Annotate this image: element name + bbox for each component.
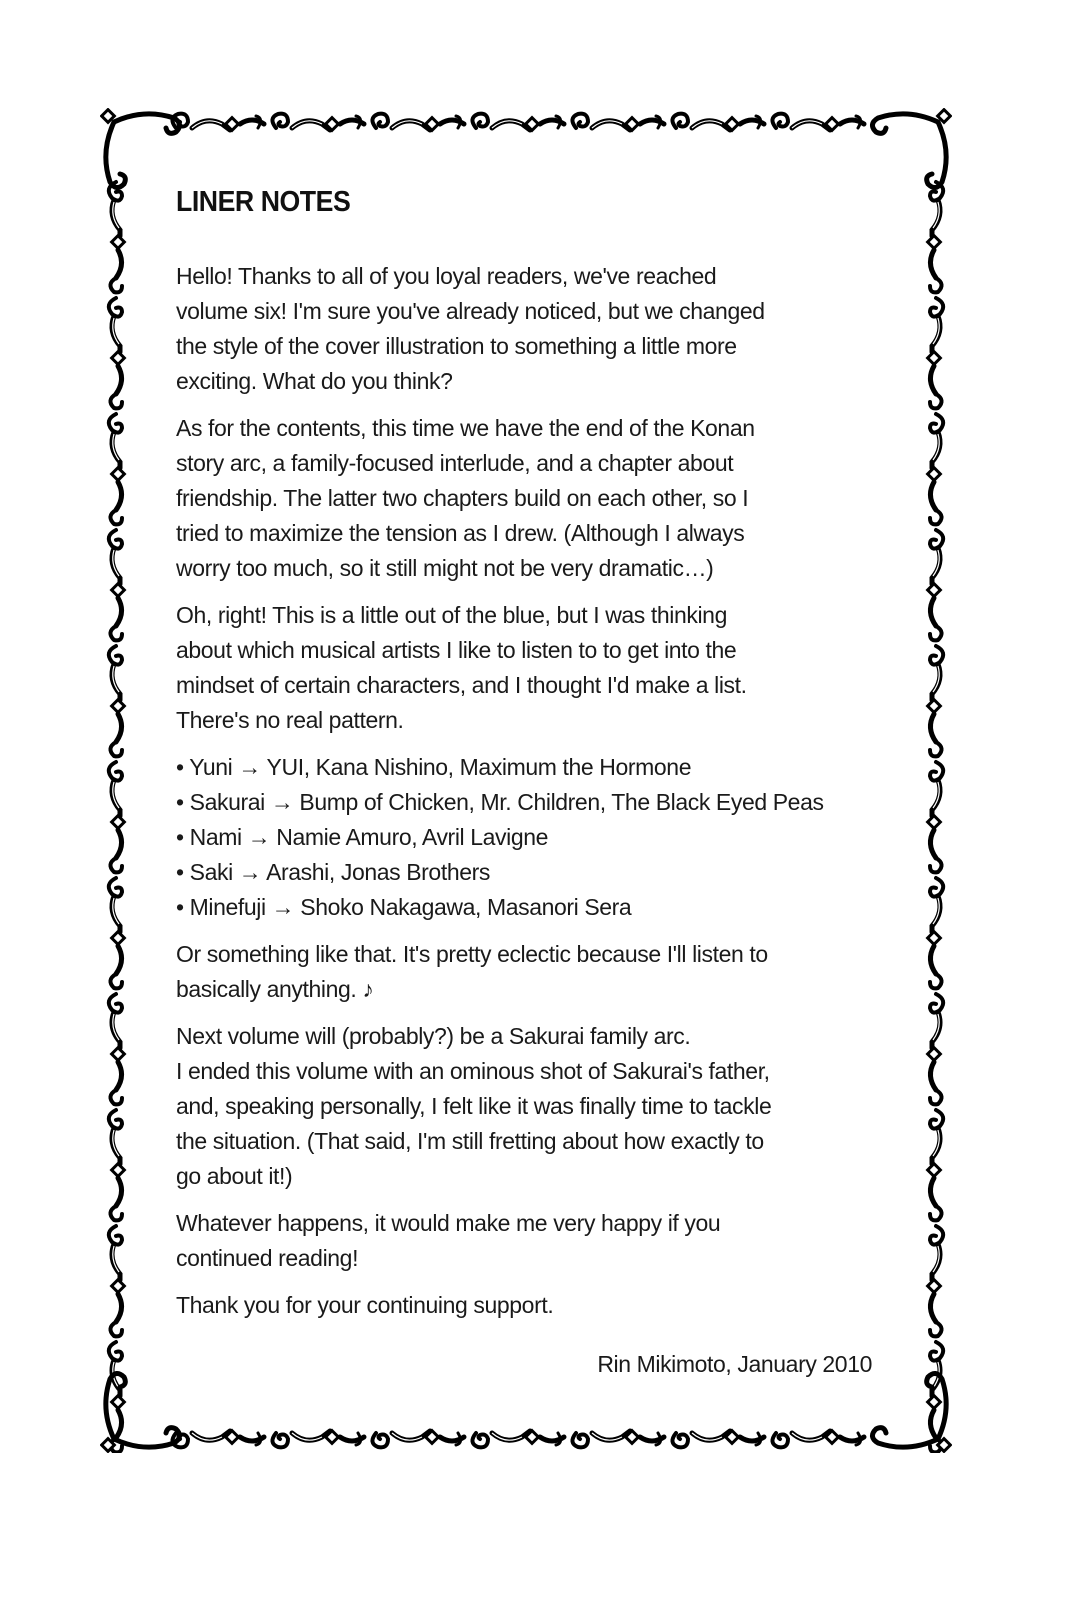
- text-line: I ended this volume with an ominous shot of Sakurai's father,: [176, 1058, 770, 1084]
- border-top: [172, 114, 864, 133]
- intro-paragraph: [176, 259, 876, 399]
- text-line: the situation. (That said, I'm still fretting about how exactly to: [176, 1128, 764, 1154]
- scroll-ornament-icon: [372, 1429, 464, 1448]
- scroll-ornament-icon: [109, 878, 127, 988]
- scroll-ornament-icon: [926, 530, 944, 640]
- text-line: Next volume will (probably?) be a Sakurai family arc.: [176, 1023, 691, 1049]
- text-line: story arc, a family-focused interlude, and a chapter about: [176, 450, 734, 476]
- border-left: [109, 182, 127, 1452]
- scroll-ornament-icon: [926, 1226, 944, 1336]
- list-item: • Sakurai → Bump of Chicken, Mr. Children, The Black Eyed Peas: [176, 789, 824, 815]
- text-line: volume six! I'm sure you've already noticed, but we changed: [176, 298, 765, 324]
- scroll-ornament-icon: [109, 1110, 127, 1220]
- author-signature: Rin Mikimoto, January 2010: [597, 1351, 872, 1377]
- scroll-ornament-icon: [926, 182, 944, 292]
- scroll-ornament-icon: [926, 1110, 944, 1220]
- corner-ornament-icon: [872, 1373, 952, 1453]
- liner-notes-body: [176, 186, 876, 1382]
- scroll-ornament-icon: [672, 114, 764, 133]
- text-line: worry too much, so it still might not be very dramatic…): [176, 555, 714, 581]
- scroll-ornament-icon: [109, 994, 127, 1104]
- scroll-ornament-icon: [926, 646, 944, 756]
- corner-ornament-icon: [872, 108, 952, 188]
- text-line: about which musical artists I like to listen to to get into the: [176, 637, 737, 663]
- scroll-ornament-icon: [109, 414, 127, 524]
- scroll-ornament-icon: [926, 298, 944, 408]
- scroll-ornament-icon: [772, 114, 864, 133]
- intro-paragraphs: [176, 259, 876, 738]
- text-line: Hello! Thanks to all of you loyal readers, we've reached: [176, 263, 717, 289]
- page-title: LINER NOTES: [176, 186, 351, 218]
- border-bottom: [172, 1429, 864, 1448]
- scroll-ornament-icon: [926, 878, 944, 988]
- border-right: [926, 182, 944, 1452]
- closing-paragraph: [176, 1288, 876, 1323]
- closing-paragraphs: [176, 937, 876, 1323]
- scroll-ornament-icon: [109, 1226, 127, 1336]
- text-line: go about it!): [176, 1163, 293, 1189]
- text-line: mindset of certain characters, and I thought I'd make a list.: [176, 672, 747, 698]
- text-line: Whatever happens, it would make me very happy if you: [176, 1210, 721, 1236]
- text-line: Or something like that. It's pretty eclectic because I'll listen to: [176, 941, 768, 967]
- scroll-ornament-icon: [926, 994, 944, 1104]
- scroll-ornament-icon: [572, 114, 664, 133]
- scroll-ornament-icon: [109, 762, 127, 872]
- scroll-ornament-icon: [472, 1429, 564, 1448]
- scroll-ornament-icon: [172, 114, 264, 133]
- text-line: As for the contents, this time we have the end of the Konan: [176, 415, 755, 441]
- text-line: exciting. What do you think?: [176, 368, 453, 394]
- intro-paragraph: [176, 411, 876, 586]
- text-line: the style of the cover illustration to something a little more: [176, 333, 737, 359]
- scroll-ornament-icon: [272, 114, 364, 133]
- scroll-ornament-icon: [172, 1429, 264, 1448]
- text-line: friendship. The latter two chapters build on each other, so I: [176, 485, 749, 511]
- list-item: • Nami → Namie Amuro, Avril Lavigne: [176, 824, 548, 850]
- closing-paragraph: [176, 937, 876, 1007]
- corner-ornament-icon: [100, 1373, 180, 1453]
- scroll-ornament-icon: [472, 114, 564, 133]
- scroll-ornament-icon: [572, 1429, 664, 1448]
- scroll-ornament-icon: [672, 1429, 764, 1448]
- closing-paragraph: [176, 1206, 876, 1276]
- scroll-ornament-icon: [109, 298, 127, 408]
- scroll-ornament-icon: [272, 1429, 364, 1448]
- scroll-ornament-icon: [109, 646, 127, 756]
- text-line: and, speaking personally, I felt like it was finally time to tackle: [176, 1093, 772, 1119]
- text-line: Thank you for your continuing support.: [176, 1292, 554, 1318]
- text-line: basically anything. ♪: [176, 976, 374, 1002]
- closing-paragraph: [176, 1019, 876, 1194]
- list-item: • Minefuji → Shoko Nakagawa, Masanori Sera: [176, 894, 632, 920]
- text-line: continued reading!: [176, 1245, 359, 1271]
- scroll-ornament-icon: [926, 762, 944, 872]
- text-line: tried to maximize the tension as I drew. (Although I always: [176, 520, 745, 546]
- scroll-ornament-icon: [109, 530, 127, 640]
- scroll-ornament-icon: [372, 114, 464, 133]
- scroll-ornament-icon: [926, 414, 944, 524]
- list-item: • Saki → Arashi, Jonas Brothers: [176, 859, 490, 885]
- text-line: There's no real pattern.: [176, 707, 404, 733]
- character-music-list: [176, 750, 876, 925]
- list-item: • Yuni → YUI, Kana Nishino, Maximum the Hormone: [176, 754, 692, 780]
- scroll-ornament-icon: [772, 1429, 864, 1448]
- intro-paragraph: [176, 598, 876, 738]
- corner-ornament-icon: [100, 108, 180, 188]
- scroll-ornament-icon: [109, 182, 127, 292]
- text-line: Oh, right! This is a little out of the blue, but I was thinking: [176, 602, 727, 628]
